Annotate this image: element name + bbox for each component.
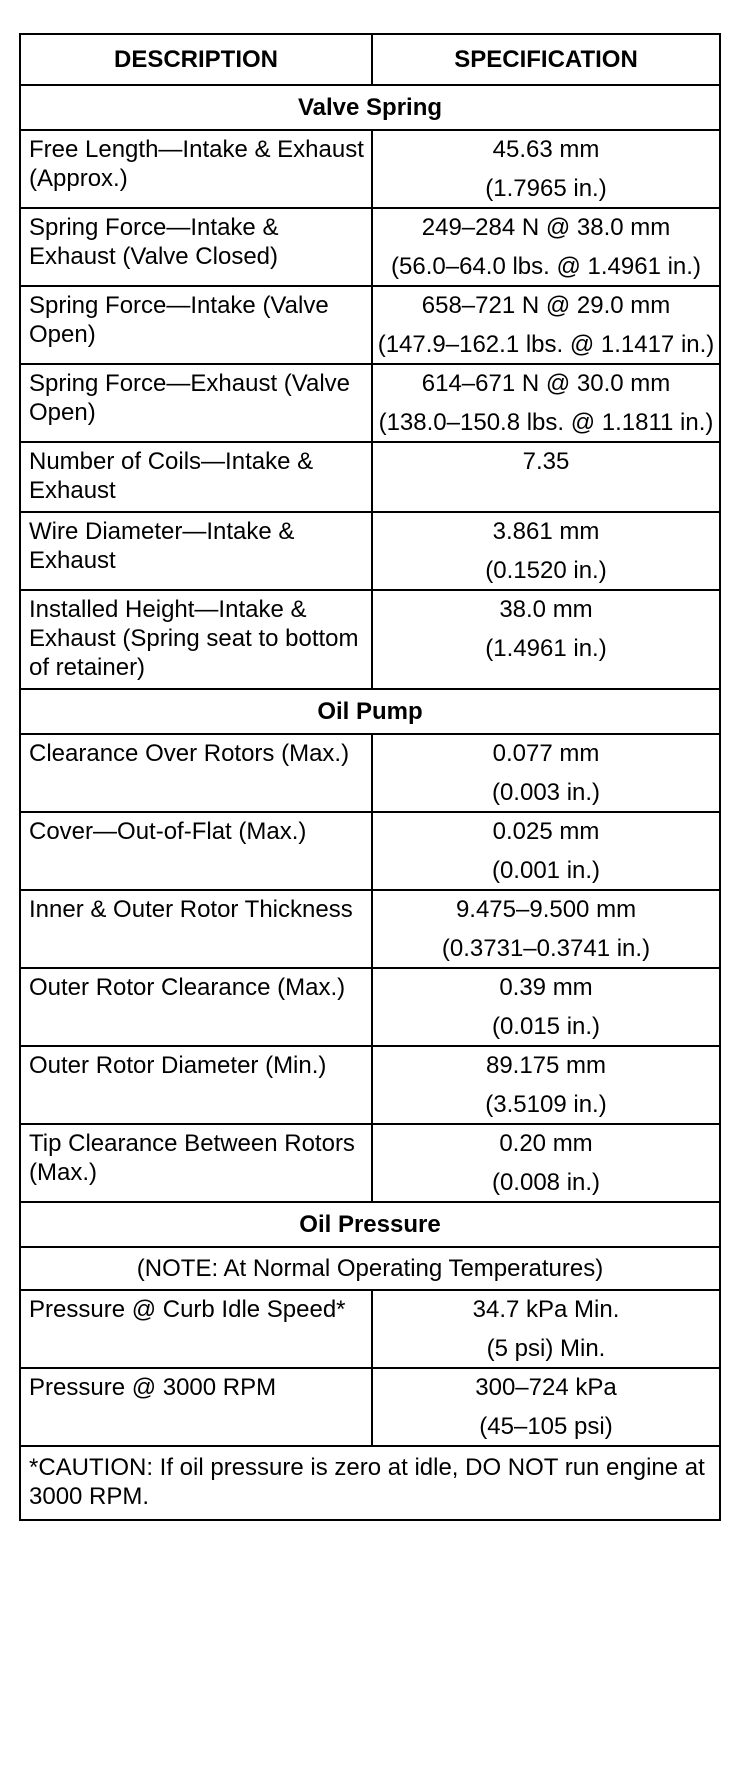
spec-imperial: (147.9–162.1 lbs. @ 1.1417 in.) — [377, 331, 715, 358]
row-description: Free Length—Intake & Exhaust (Approx.) — [20, 130, 372, 208]
table-row — [20, 1290, 720, 1368]
row-specification — [372, 286, 720, 364]
row-specification — [372, 1046, 720, 1124]
table-row — [20, 968, 720, 1046]
table-row — [20, 1368, 720, 1446]
table-row — [20, 890, 720, 968]
row-specification — [372, 1290, 720, 1368]
caution-row — [20, 1446, 720, 1520]
row-specification — [372, 734, 720, 812]
spec-metric: 45.63 mm — [492, 136, 600, 163]
row-specification — [372, 130, 720, 208]
spec-metric: 38.0 mm — [499, 596, 593, 623]
spec-metric: 300–724 kPa — [475, 1374, 617, 1401]
spec-metric: 89.175 mm — [485, 1052, 607, 1079]
spec-metric: 0.077 mm — [492, 740, 600, 767]
table-row — [20, 734, 720, 812]
spec-imperial: (0.1520 in.) — [485, 557, 607, 584]
row-specification — [372, 442, 720, 512]
row-description: Clearance Over Rotors (Max.) — [20, 734, 372, 812]
row-description: Outer Rotor Clearance (Max.) — [20, 968, 372, 1046]
row-specification — [372, 1124, 720, 1202]
spec-metric: 0.20 mm — [499, 1130, 593, 1157]
spec-imperial: (0.3731–0.3741 in.) — [441, 935, 651, 962]
row-description: Spring Force—Intake (Valve Open) — [20, 286, 372, 364]
row-description: Number of Coils—Intake & Exhaust — [20, 442, 372, 512]
row-description: Spring Force—Intake & Exhaust (Valve Closed) — [20, 208, 372, 286]
spec-imperial: (0.001 in.) — [491, 857, 601, 884]
row-specification — [372, 968, 720, 1046]
table-row — [20, 286, 720, 364]
table-header-row — [20, 34, 720, 85]
spec-imperial: (1.4961 in.) — [485, 635, 607, 662]
spec-imperial: (0.008 in.) — [491, 1169, 601, 1196]
row-description: Inner & Outer Rotor Thickness — [20, 890, 372, 968]
row-specification — [372, 590, 720, 689]
spec-metric: 614–671 N @ 30.0 mm — [421, 370, 671, 397]
specification-table — [19, 33, 721, 1521]
section-oil-pressure — [20, 1202, 720, 1247]
note-text: (NOTE: At Normal Operating Temperatures) — [20, 1247, 720, 1290]
table-row — [20, 364, 720, 442]
spec-metric: 7.35 — [522, 448, 570, 475]
row-description: Pressure @ Curb Idle Speed* — [20, 1290, 372, 1368]
row-description: Spring Force—Exhaust (Valve Open) — [20, 364, 372, 442]
table-row — [20, 812, 720, 890]
spec-imperial: (45–105 psi) — [479, 1413, 613, 1440]
spec-metric: 3.861 mm — [492, 518, 600, 545]
row-description: Installed Height—Intake & Exhaust (Spring seat to bottom of retainer) — [20, 590, 372, 689]
spec-metric: 658–721 N @ 29.0 mm — [421, 292, 671, 319]
header-description: DESCRIPTION — [20, 34, 372, 85]
row-specification — [372, 1368, 720, 1446]
spec-imperial: (0.003 in.) — [491, 779, 601, 806]
row-description: Cover—Out-of-Flat (Max.) — [20, 812, 372, 890]
header-specification: SPECIFICATION — [372, 34, 720, 85]
row-specification — [372, 890, 720, 968]
section-title: Oil Pressure — [20, 1202, 720, 1247]
row-description: Wire Diameter—Intake & Exhaust — [20, 512, 372, 590]
spec-imperial: (56.0–64.0 lbs. @ 1.4961 in.) — [391, 253, 701, 280]
table-row — [20, 512, 720, 590]
table-row — [20, 1124, 720, 1202]
section-title: Oil Pump — [20, 689, 720, 734]
spec-imperial: (138.0–150.8 lbs. @ 1.1811 in.) — [378, 409, 714, 436]
section-oil-pump — [20, 689, 720, 734]
spec-imperial: (1.7965 in.) — [485, 175, 607, 202]
row-description: Pressure @ 3000 RPM — [20, 1368, 372, 1446]
row-description: Tip Clearance Between Rotors (Max.) — [20, 1124, 372, 1202]
spec-metric: 9.475–9.500 mm — [455, 896, 637, 923]
table-row — [20, 130, 720, 208]
section-valve-spring — [20, 85, 720, 130]
row-description: Outer Rotor Diameter (Min.) — [20, 1046, 372, 1124]
table-row — [20, 208, 720, 286]
caution-text: *CAUTION: If oil pressure is zero at idle, DO NOT run engine at 3000 RPM. — [20, 1446, 720, 1520]
spec-imperial: (3.5109 in.) — [485, 1091, 607, 1118]
table-row — [20, 590, 720, 689]
spec-metric: 0.025 mm — [492, 818, 600, 845]
spec-imperial: (5 psi) Min. — [486, 1335, 606, 1362]
row-specification — [372, 812, 720, 890]
row-specification — [372, 364, 720, 442]
spec-metric: 34.7 kPa Min. — [472, 1296, 620, 1323]
spec-imperial: (0.015 in.) — [491, 1013, 601, 1040]
spec-metric: 249–284 N @ 38.0 mm — [421, 214, 671, 241]
spec-metric: 0.39 mm — [499, 974, 593, 1001]
table-row — [20, 1046, 720, 1124]
note-row — [20, 1247, 720, 1290]
row-specification — [372, 208, 720, 286]
row-specification — [372, 512, 720, 590]
section-title: Valve Spring — [20, 85, 720, 130]
table-row — [20, 442, 720, 512]
